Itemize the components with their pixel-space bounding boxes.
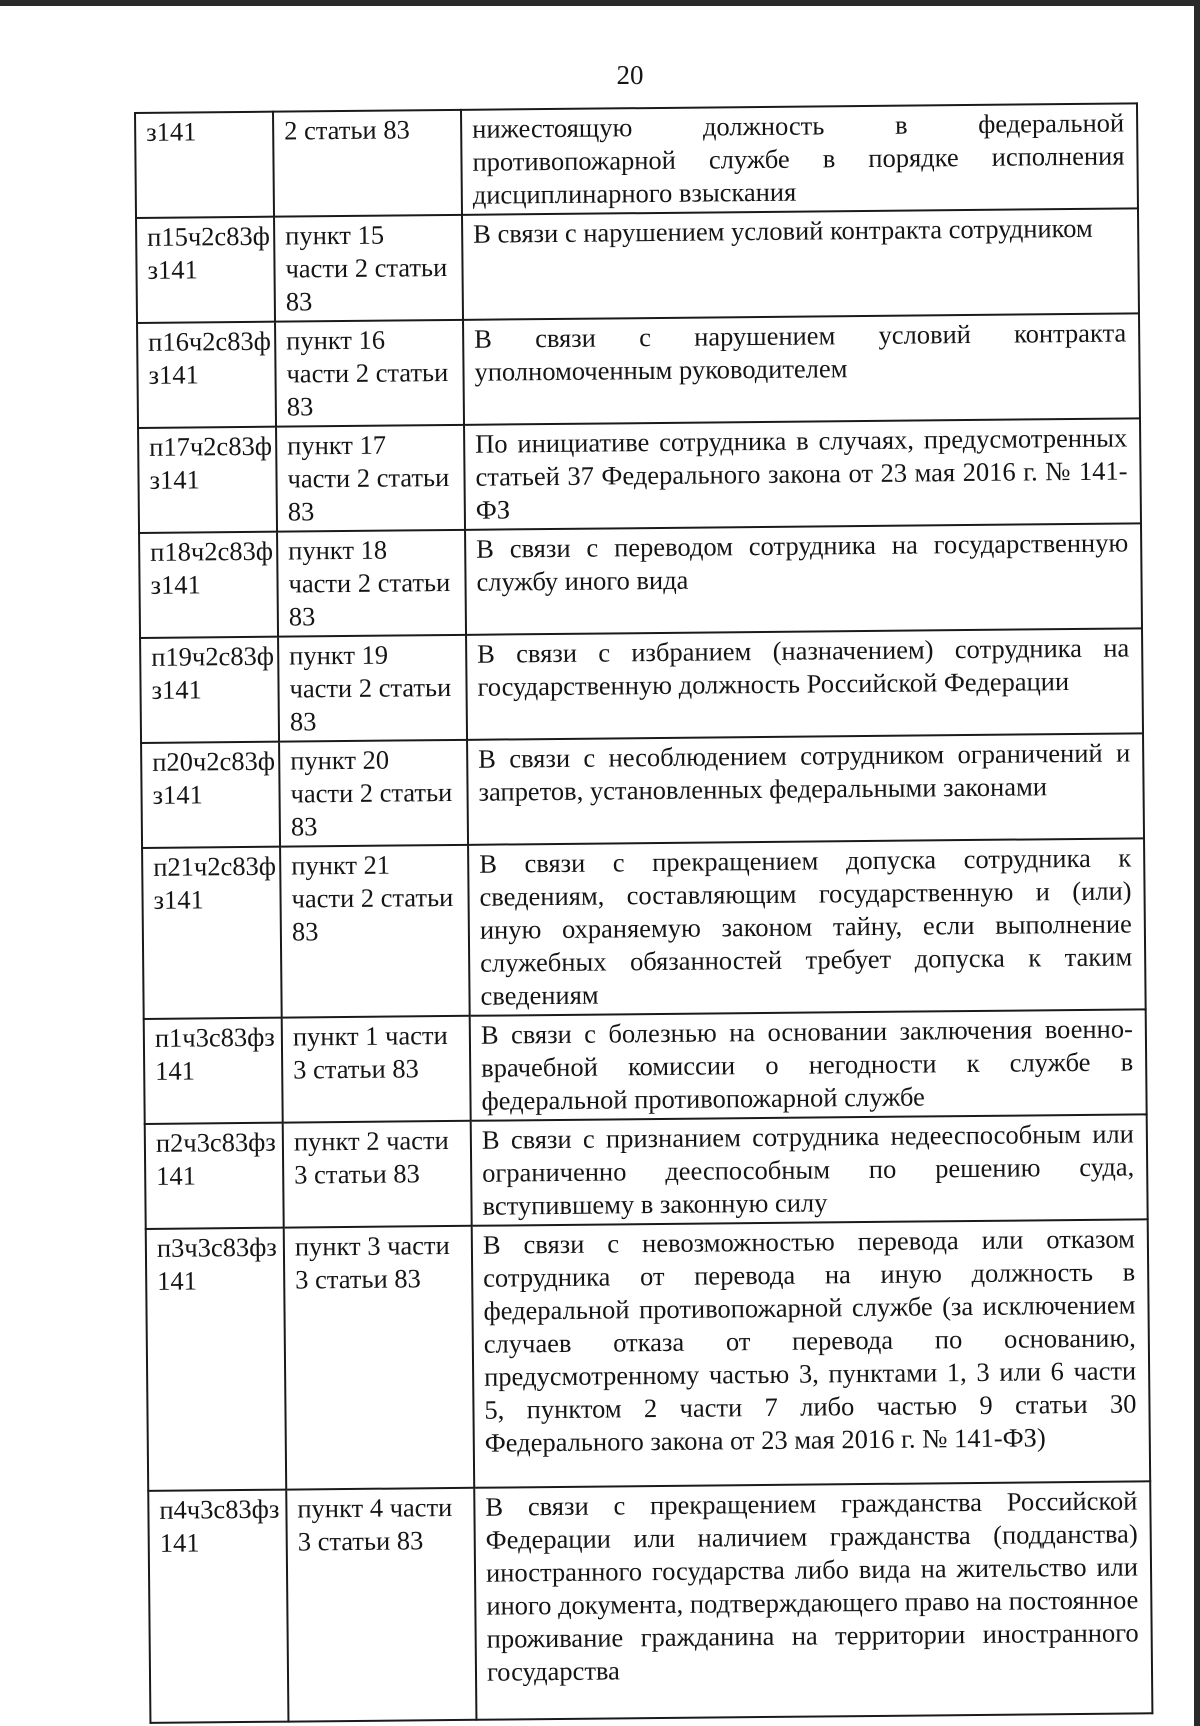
row-reference-cell: пункт 17 части 2 статьи 83 xyxy=(276,425,465,532)
row-reason-cell: В связи с признанием сотрудника недееспособным или ограниченно дееспособным по решению суда, вступившему в законную силу xyxy=(471,1114,1148,1225)
row-reason-cell: В связи с прекращением гражданства Российской Федерации или наличием гражданства (подданства) иностранного государства либо вида на жительство или иного документа, подтверждающего право на постоянное проживание гражданина на территории иностранного государства xyxy=(474,1481,1152,1719)
row-code-cell: п18ч2с83ф з141 xyxy=(139,532,278,638)
row-reference-cell: пункт 2 части 3 статьи 83 xyxy=(283,1121,472,1228)
table-row xyxy=(138,418,1141,533)
row-code-cell: п4ч3с83фз 141 xyxy=(148,1490,288,1723)
row-reason-cell: В связи с невозможностью перевода или отказом сотрудника от перевода на иную должность в федеральной противопожарной службе (за исключением случаев отказа от перевода по основанию, предусмотренному частью 3, пунктами 1, 3 или 6 части 5, пунктом 2 части 7 либо частью 9 статьи 30 Федерального закона от 23 мая 2016 г. № 141-ФЗ) xyxy=(472,1219,1150,1487)
table-row xyxy=(141,733,1144,848)
row-code-cell: п21ч2с83ф з141 xyxy=(142,847,282,1019)
row-reference-cell: пункт 3 части 3 статьи 83 xyxy=(284,1226,475,1490)
row-code-cell: п15ч2с83ф з141 xyxy=(136,217,275,323)
table-row xyxy=(145,1114,1148,1229)
row-reference-cell: пункт 20 части 2 статьи 83 xyxy=(279,740,468,847)
row-reference-cell: пункт 18 части 2 статьи 83 xyxy=(277,530,466,637)
table-row xyxy=(144,1009,1147,1124)
table-row xyxy=(148,1481,1152,1723)
table-row xyxy=(137,313,1140,428)
table-row xyxy=(139,523,1142,638)
row-reason-cell: нижестоящую должность в федеральной противопожарной службе в порядке исполнения дисциплинарного взыскания xyxy=(461,103,1138,214)
row-reason-cell: В связи с избранием (назначением) сотрудника на государственную должность Российской Федерации xyxy=(466,628,1143,739)
table-row xyxy=(136,208,1139,323)
row-reason-cell: В связи с нарушением условий контракта сотрудником xyxy=(462,208,1139,319)
row-reason-cell: В связи с болезнью на основании заключения военно-врачебной комиссии о негодности к службе в федеральной противопожарной службе xyxy=(470,1009,1147,1120)
row-code-cell: п1ч3с83фз 141 xyxy=(144,1018,283,1124)
scan-edge-top xyxy=(0,0,1200,6)
row-reference-cell: пункт 21 части 2 статьи 83 xyxy=(280,845,470,1018)
table-row xyxy=(135,103,1138,218)
row-code-cell: п20ч2с83ф з141 xyxy=(141,742,280,848)
row-reference-cell: пункт 4 части 3 статьи 83 xyxy=(286,1488,476,1722)
row-code-cell: п19ч2с83ф з141 xyxy=(140,637,279,743)
row-code-cell: п16ч2с83ф з141 xyxy=(137,322,276,428)
row-code-cell: п3ч3с83фз 141 xyxy=(146,1228,287,1491)
row-reference-cell: 2 статьи 83 xyxy=(273,110,462,217)
row-reason-cell: По инициативе сотрудника в случаях, предусмотренных статьей 37 Федерального закона от 23 мая 2016 г. № 141-ФЗ xyxy=(464,418,1141,529)
row-code-cell: з141 xyxy=(135,112,274,218)
row-reference-cell: пункт 15 части 2 статьи 83 xyxy=(274,215,463,322)
row-code-cell: п2ч3с83фз 141 xyxy=(145,1123,284,1229)
row-code-cell: п17ч2с83ф з141 xyxy=(138,427,277,533)
row-reason-cell: В связи с переводом сотрудника на государственную службу иного вида xyxy=(465,523,1142,634)
dismissal-grounds-table xyxy=(134,102,1153,1724)
row-reason-cell: В связи с несоблюдением сотрудником ограничений и запретов, установленных федеральными законами xyxy=(467,733,1144,844)
row-reason-cell: В связи с нарушением условий контракта уполномоченным руководителем xyxy=(463,313,1140,424)
page-number: 20 xyxy=(616,60,644,90)
row-reference-cell: пункт 1 части 3 статьи 83 xyxy=(282,1016,471,1123)
row-reference-cell: пункт 19 части 2 статьи 83 xyxy=(278,635,467,742)
row-reference-cell: пункт 16 части 2 статьи 83 xyxy=(275,320,464,427)
scan-edge-right xyxy=(1194,0,1200,1726)
table-row xyxy=(142,838,1146,1019)
row-reason-cell: В связи с прекращением допуска сотрудника к сведениям, составляющим государственную и (или) иную охраняемую законом тайну, если выполнение служебных обязанностей требует допуска к таким сведениям xyxy=(468,838,1146,1015)
table-row xyxy=(140,628,1143,743)
table-row xyxy=(146,1219,1150,1491)
